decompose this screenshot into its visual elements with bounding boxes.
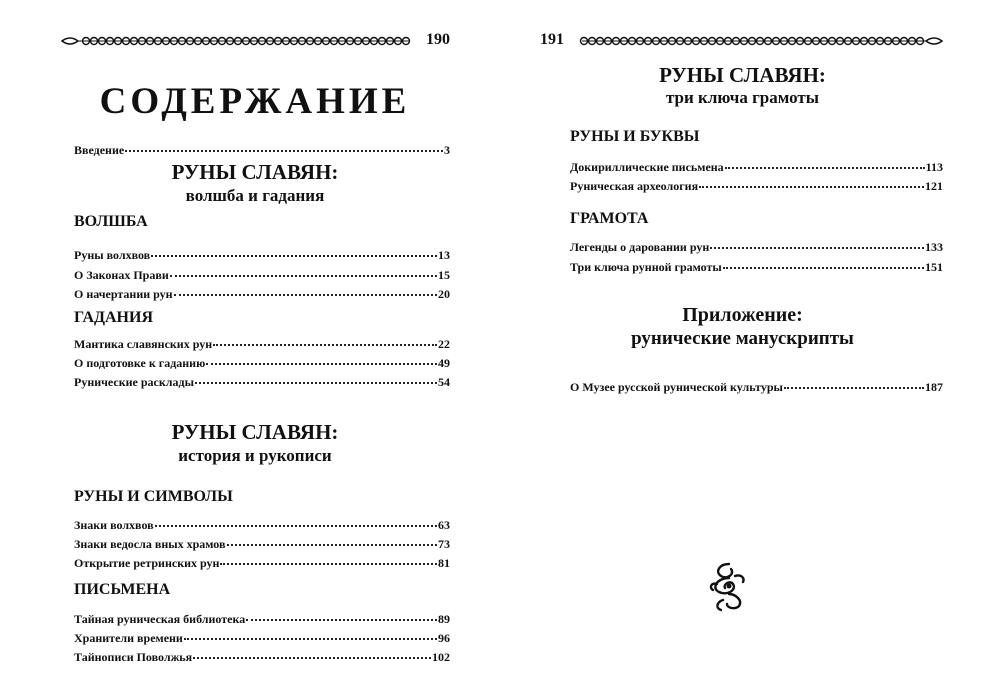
right-page-header: [540, 30, 945, 52]
dot-leader: [725, 155, 925, 169]
part-title: ПИСЬМЕНА: [74, 581, 171, 598]
dot-leader: [170, 263, 437, 277]
toc-entry-page: 96: [438, 631, 450, 645]
toc-entry-label: Докириллические письмена: [570, 160, 724, 174]
part-title: РУНЫ И БУКВЫ: [570, 128, 700, 145]
toc-entry-label: О Музее русской рунической культуры: [570, 380, 783, 394]
appendix-title: Приложение:: [682, 304, 803, 326]
toc-entry[interactable]: [74, 334, 450, 350]
toc-entry-label: О Законах Прави: [74, 268, 169, 282]
toc-entry-page: 81: [438, 556, 450, 570]
toc-entry-label: Рунические расклады: [74, 375, 194, 389]
toc-entry[interactable]: [74, 372, 450, 388]
part-title: ГРАМОТА: [570, 210, 649, 227]
toc-entry-label: Тайнописи Поволжья: [74, 650, 193, 664]
dot-leader: [155, 513, 437, 527]
toc-entry-label: Легенды о даровании рун: [570, 240, 710, 254]
toc-entry[interactable]: [74, 353, 450, 369]
toc-entry-page: 54: [438, 375, 450, 389]
dot-leader: [184, 626, 437, 640]
page-title: СОДЕРЖАНИЕ: [99, 81, 411, 122]
toc-entry[interactable]: [74, 284, 450, 300]
dot-leader: [206, 351, 437, 365]
section-title: РУНЫ СЛАВЯН:: [171, 420, 339, 444]
dot-leader: [220, 551, 437, 565]
left-page: [60, 0, 450, 684]
section-title: РУНЫ СЛАВЯН:: [171, 160, 339, 184]
section-subtitle: волшба и гадания: [185, 186, 325, 205]
toc-entry-label: О подготовке к гаданию: [74, 356, 206, 370]
toc-entry[interactable]: [74, 628, 450, 644]
page-number: 191: [540, 31, 564, 48]
toc-entry[interactable]: [74, 515, 450, 531]
toc-entry-label: Знаки волхвов: [74, 518, 154, 532]
toc-entry-page: 121: [925, 179, 943, 193]
toc-entry-label: Знаки ведосла вных храмов: [74, 537, 226, 551]
toc-entry[interactable]: [74, 265, 450, 281]
page-number: 190: [426, 31, 450, 48]
dot-leader: [723, 255, 924, 269]
toc-entry[interactable]: [570, 377, 943, 393]
toc-entry-page: 13: [438, 248, 450, 262]
toc-entry-page: 89: [438, 612, 450, 626]
left-page-header: [60, 30, 450, 52]
right-page: [540, 0, 945, 684]
toc-entry[interactable]: [74, 140, 450, 156]
toc-entry-label: Хранители времени: [74, 631, 183, 645]
dot-leader: [174, 282, 437, 296]
toc-entry[interactable]: [570, 237, 943, 253]
toc-entry[interactable]: [74, 534, 450, 550]
dot-leader: [784, 375, 924, 389]
toc-entry[interactable]: [74, 609, 450, 625]
toc-entry[interactable]: [74, 245, 450, 261]
braided-border-ornament-icon: [60, 35, 415, 47]
braided-border-ornament-icon: [578, 35, 945, 47]
toc-entry-page: 3: [444, 143, 450, 157]
part-title: ГАДАНИЯ: [74, 309, 153, 326]
dot-leader: [710, 235, 924, 249]
toc-entry-page: 49: [438, 356, 450, 370]
part-title: РУНЫ И СИМВОЛЫ: [74, 488, 233, 505]
toc-entry-label: Тайная руническая библиотека: [74, 612, 246, 626]
toc-entry-page: 22: [438, 337, 450, 351]
toc-entry-label: Введение: [74, 143, 125, 157]
floral-vignette-icon: [705, 560, 753, 612]
toc-entry-label: Открытие ретринских рун: [74, 556, 220, 570]
toc-entry-label: Мантика славянских рун: [74, 337, 213, 351]
dot-leader: [246, 607, 437, 621]
dot-leader: [193, 645, 431, 659]
toc-entry[interactable]: [570, 176, 943, 192]
toc-entry-label: Три ключа рунной грамоты: [570, 260, 722, 274]
dot-leader: [195, 370, 437, 384]
section-subtitle: история и рукописи: [178, 446, 332, 465]
dot-leader: [125, 138, 443, 152]
toc-entry[interactable]: [74, 647, 450, 663]
section-subtitle: три ключа грамоты: [666, 88, 819, 107]
toc-entry-page: 102: [432, 650, 450, 664]
toc-entry-page: 73: [438, 537, 450, 551]
section-title: РУНЫ СЛАВЯН:: [659, 63, 826, 87]
dot-leader: [213, 332, 437, 346]
toc-entry-page: 63: [438, 518, 450, 532]
toc-entry-page: 151: [925, 260, 943, 274]
dot-leader: [699, 174, 924, 188]
toc-entry[interactable]: [570, 157, 943, 173]
toc-entry[interactable]: [570, 257, 943, 273]
toc-entry-label: Руническая археология: [570, 179, 699, 193]
toc-entry-page: 20: [438, 287, 450, 301]
toc-entry-label: Руны волхвов: [74, 248, 151, 262]
dot-leader: [227, 532, 438, 546]
toc-entry[interactable]: [74, 553, 450, 569]
toc-entry-page: 187: [925, 380, 943, 394]
toc-entry-label: О начертании рун: [74, 287, 173, 301]
toc-entry-page: 133: [925, 240, 943, 254]
dot-leader: [151, 243, 437, 257]
toc-entry-page: 15: [438, 268, 450, 282]
part-title: ВОЛШБА: [74, 213, 148, 230]
appendix-subtitle: рунические манускрипты: [631, 328, 854, 349]
toc-entry-page: 113: [925, 160, 943, 174]
